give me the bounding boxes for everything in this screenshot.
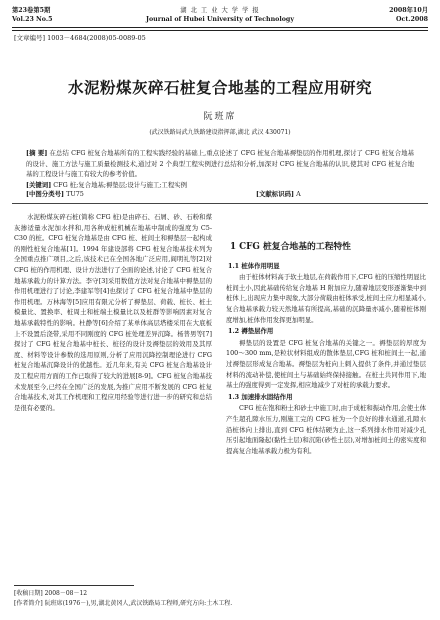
doc-code-label: [文献标识码] (256, 190, 295, 198)
header-rule (12, 27, 428, 28)
keywords-text: CFG 桩;复合地基;褥垫层;设计与施工;工程实例 (53, 180, 187, 189)
section-1-2-text: 褥垫层的设置是 CFG 桩复合地基的关键之一。褥垫层的厚度为 100～300 mm,是粒状材料组成的散体垫层,CFG 桩和桩间土一起,通过褥垫层形成复合地基。褥垫层为桩向上刺入提供了条件,并通过垫层材料的流动补偿,使桩间土与基础始终保持接触。在桩土共同作用下,地基土的强度得到一定发挥,相应地减少了对桩的承载力要求。 (226, 338, 426, 390)
author-bio: [作者简介] 阮班席(1976－),男,湖北黄冈人,武汉铁路局工程师,研究方向:土木工程. (14, 599, 233, 607)
section-1-1-text: 由于桩体材料高于软土地层,在荷载作用下,CFG 桩的压缩性明显比桩间土小,因此基础传给复合地基 H 附加应力,随着地层变形逐渐集中到桩体上,出现应力集中现象,大部分荷载由桩体承受,桩间土应力相显减小,复合地基承载力较天然地基有所提高,基础的沉降量亦减小,随着桩体刚度增加,桩体作用发挥更加明显。 (226, 273, 426, 324)
volume-en: Vol.23 No.5 (12, 16, 53, 23)
document-code (256, 189, 301, 198)
section-1-2-heading: 1.2 褥垫层作用 (228, 327, 274, 336)
right-column (226, 212, 426, 456)
issue-date-en: Oct.2008 (396, 16, 428, 23)
journal-name (12, 6, 428, 24)
section-1-3-heading: 1.3 加速排水固结作用 (228, 392, 293, 401)
section-1-heading: 1 CFG 桩复合地基的工程特性 (230, 242, 351, 252)
keywords-label: [关键词] (26, 180, 52, 189)
clc-label: [中图分类号] (26, 190, 65, 198)
section-1-1-heading: 1.1 桩体作用明显 (228, 261, 280, 270)
volume-cn: 第23卷第5期 (12, 7, 51, 14)
abstract-text: 在总结 CFG 桩复合地基所有的工程实践经验的基础上,重点论述了 CFG 桩复合地基褥垫层的作用机理,探讨了 CFG 桩复合地基的设计、施工方法与施工质量检测技术,通过对 2 个典型工程实例进行总结和分析,加深对 CFG 桩复合地基的认识,使其对 CFG 桩复合地基的工程设计与施工有较大的参考价值。 (26, 149, 414, 179)
section-1-3-text: CFG 桩在饱和粉土和砂土中施工时,由于成桩和振动作用,会使土体产生超孔隙水压力,刚施工完的 CFG 桩为一个良好的排水通道,孔隙水沿桩体向上排出,直到 CFG 桩体结硬为止,这一系列排水作用对减少孔压引起地面隆起(黏性土层)和沉陷(砂性土层),对增加桩间土的密实度和提高复合地基承载力极为有利。 (226, 404, 426, 455)
article-number: [文章编号] 1003－4684(2008)05-0089-05 (14, 34, 146, 42)
footnote-rule (14, 585, 134, 586)
intro-paragraph: 水泥粉煤灰碎石桩(简称 CFG 桩)是由碎石、石屑、砂、石粉和煤灰掺适量水泥加水拌和,用各种成桩机械在地基中制成的强度为 C5-C30 的桩。CFG 桩复合地基是由 CFG 桩、桩间土和褥垫层一起构成的刚性桩复合地基[1]。1994 年建设部将 CFG 桩复合地基技术列为全国重点推广项目,之后,该技术已在全国各地广泛应用,阎明礼等[2]对 CFG 桩的作用机理、设计方法进行了全面的论述,讨论了 CFG 桩复合地基承载力的计算方法。李守[3]采用数值方法对复合地基中褥垫层的作用机理进行了讨论,李建军等[4]也探讨了 CFG 桩复合地基中垫层的作用机理。万林海等[5]应用有限元分析了褥垫层、荷载、桩长、桩土模量比、置换率、桩周土和桩端土模量比以及桩群等影响因素对复合地基承载特性的影响。杜静等[6]介绍了某单体高层塔楼采用在大底板上不设置后浇带,采用不同刚度的 CFG 桩处理差异沉降。杨普男等[7]探讨了 CFG 桩复合地基中桩长、桩径的设计及褥垫层的效用及其厚度、材料等设计参数的选用原则,分析了应用沉降控制理论进行 CFG 桩复合地基沉降设计的优越性。近几年来,有关 CFG 桩复合地基设计及工程应用方面的工作已取得了较大的进展[8-9]。CFG 桩复合地基技术发展至今,已经在全国广泛的发展,为推广应用不断发展的 CFG 桩复合地基技术,对其工作机理和工程应用经验等进行进一步的研究和总结是很有必要的。 (14, 213, 212, 412)
issue-date (389, 6, 428, 24)
footnote (14, 589, 232, 608)
journal-name-cn: 湖 北 工 业 大 学 学 报 (180, 7, 260, 14)
abstract (26, 148, 414, 190)
doc-code-value: A (296, 190, 301, 198)
abstract-divider (12, 203, 428, 204)
paper-title: 水泥粉煤灰碎石桩复合地基的工程应用研究 (67, 78, 372, 97)
header-rule-thin (12, 30, 428, 31)
author-affiliation: (武汉铁路局武九铁路建设指挥部,湖北 武汉 430071) (149, 129, 291, 136)
left-column (14, 212, 212, 413)
received-date: [收稿日期] 2008－08－12 (14, 590, 88, 597)
running-header (12, 6, 428, 32)
clc-number (26, 189, 84, 198)
issue-date-cn: 2008年10月 (389, 7, 428, 14)
author-name: 阮班席 (203, 112, 237, 122)
journal-name-en: Journal of Hubei University of Technology (146, 16, 294, 23)
clc-value: TU75 (66, 190, 84, 198)
abstract-label: [摘 要] (26, 149, 48, 157)
